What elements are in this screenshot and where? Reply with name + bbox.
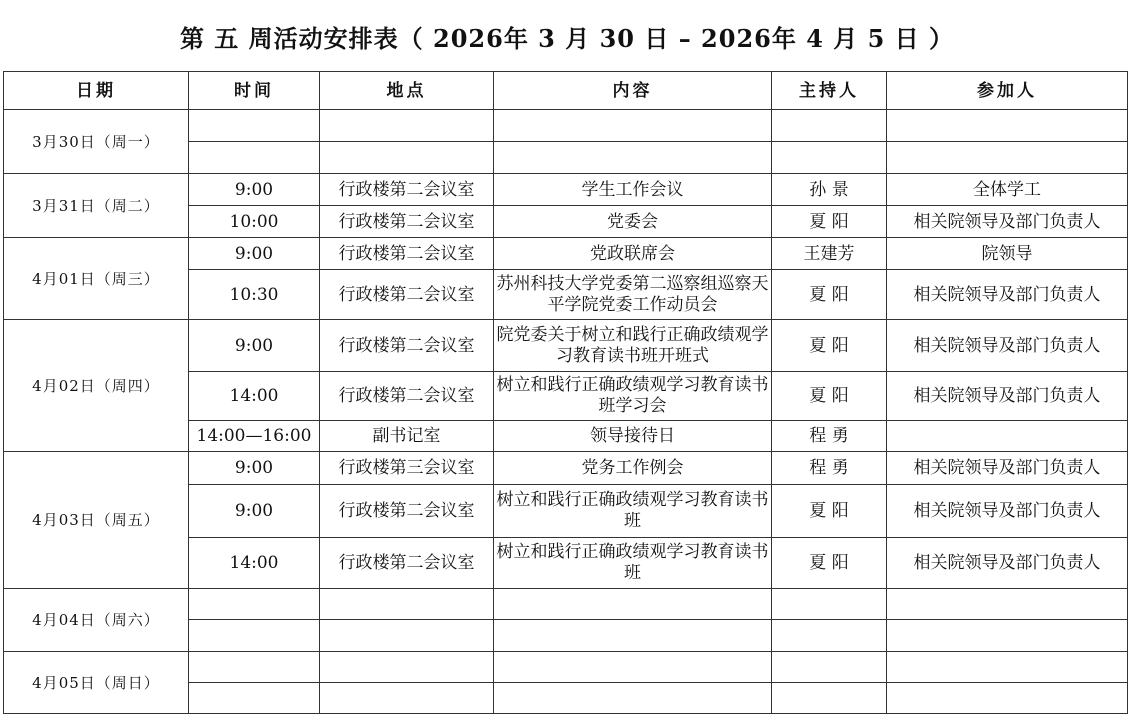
- time-cell: 9:00: [189, 485, 320, 538]
- header-place: 地点: [320, 72, 494, 110]
- date-cell: 4月01日（周三）: [4, 238, 189, 320]
- date-cell: 4月02日（周四）: [4, 320, 189, 452]
- attendees-cell: 相关院领导及部门负责人: [887, 372, 1128, 421]
- content-cell: 党政联席会: [494, 238, 772, 270]
- table-row: [4, 110, 1128, 142]
- content-cell: [494, 620, 772, 652]
- time-cell: [189, 683, 320, 714]
- place-cell: [320, 589, 494, 620]
- time-cell: 14:00: [189, 372, 320, 421]
- attendees-cell: 相关院领导及部门负责人: [887, 485, 1128, 538]
- time-cell: 9:00: [189, 238, 320, 270]
- table-row: [4, 652, 1128, 683]
- content-cell: [494, 683, 772, 714]
- place-cell: 行政楼第二会议室: [320, 485, 494, 538]
- attendees-cell: [887, 620, 1128, 652]
- page-title: 第 五 周活动安排表（ 2026年 3 月 30 日 – 2026年 4 月 5 日 ）: [179, 23, 955, 53]
- content-cell: 树立和践行正确政绩观学习教育读书班: [494, 485, 772, 538]
- header-date: 日期: [4, 72, 189, 110]
- table-row: [4, 320, 1128, 372]
- host-cell: 程 勇: [772, 452, 887, 485]
- time-cell: [189, 110, 320, 142]
- time-cell: 9:00: [189, 452, 320, 485]
- host-cell: [772, 683, 887, 714]
- content-cell: 树立和践行正确政绩观学习教育读书班学习会: [494, 372, 772, 421]
- table-row: [4, 589, 1128, 620]
- attendees-cell: [887, 652, 1128, 683]
- attendees-cell: [887, 589, 1128, 620]
- time-cell: 14:00—16:00: [189, 421, 320, 452]
- table-row: [4, 174, 1128, 206]
- attendees-cell: 相关院领导及部门负责人: [887, 538, 1128, 589]
- time-cell: 10:30: [189, 270, 320, 320]
- attendees-cell: 相关院领导及部门负责人: [887, 320, 1128, 372]
- place-cell: 行政楼第三会议室: [320, 452, 494, 485]
- place-cell: [320, 142, 494, 174]
- place-cell: [320, 683, 494, 714]
- place-cell: 行政楼第二会议室: [320, 270, 494, 320]
- header-time: 时间: [189, 72, 320, 110]
- table-row: [4, 452, 1128, 485]
- place-cell: 行政楼第二会议室: [320, 238, 494, 270]
- host-cell: 夏 阳: [772, 538, 887, 589]
- date-cell: 3月31日（周二）: [4, 174, 189, 238]
- date-cell: 4月05日（周日）: [4, 652, 189, 714]
- attendees-cell: 院领导: [887, 238, 1128, 270]
- place-cell: 副书记室: [320, 421, 494, 452]
- place-cell: 行政楼第二会议室: [320, 372, 494, 421]
- place-cell: [320, 620, 494, 652]
- time-cell: 9:00: [189, 320, 320, 372]
- place-cell: 行政楼第二会议室: [320, 320, 494, 372]
- place-cell: 行政楼第二会议室: [320, 538, 494, 589]
- content-cell: 树立和践行正确政绩观学习教育读书班: [494, 538, 772, 589]
- content-cell: [494, 110, 772, 142]
- header-content: 内容: [494, 72, 772, 110]
- content-cell: 院党委关于树立和践行正确政绩观学习教育读书班开班式: [494, 320, 772, 372]
- place-cell: 行政楼第二会议室: [320, 206, 494, 238]
- content-cell: 党务工作例会: [494, 452, 772, 485]
- date-cell: 4月03日（周五）: [4, 452, 189, 589]
- host-cell: 夏 阳: [772, 485, 887, 538]
- attendees-cell: 全体学工: [887, 174, 1128, 206]
- host-cell: 夏 阳: [772, 372, 887, 421]
- attendees-cell: 相关院领导及部门负责人: [887, 206, 1128, 238]
- host-cell: [772, 110, 887, 142]
- time-cell: [189, 589, 320, 620]
- host-cell: 程 勇: [772, 421, 887, 452]
- date-cell: 4月04日（周六）: [4, 589, 189, 652]
- content-cell: [494, 652, 772, 683]
- content-cell: 学生工作会议: [494, 174, 772, 206]
- host-cell: [772, 652, 887, 683]
- time-cell: 14:00: [189, 538, 320, 589]
- host-cell: [772, 620, 887, 652]
- attendees-cell: 相关院领导及部门负责人: [887, 452, 1128, 485]
- host-cell: 夏 阳: [772, 206, 887, 238]
- host-cell: [772, 142, 887, 174]
- time-cell: 10:00: [189, 206, 320, 238]
- attendees-cell: [887, 421, 1128, 452]
- date-cell: 3月30日（周一）: [4, 110, 189, 174]
- schedule-table: [3, 71, 1128, 714]
- place-cell: [320, 110, 494, 142]
- host-cell: [772, 589, 887, 620]
- host-cell: 王建芳: [772, 238, 887, 270]
- attendees-cell: [887, 683, 1128, 714]
- time-cell: [189, 142, 320, 174]
- host-cell: 夏 阳: [772, 270, 887, 320]
- header-row: [4, 72, 1128, 110]
- header-host: 主持人: [772, 72, 887, 110]
- header-attendees: 参加人: [887, 72, 1128, 110]
- time-cell: [189, 620, 320, 652]
- content-cell: [494, 142, 772, 174]
- attendees-cell: [887, 110, 1128, 142]
- content-cell: 党委会: [494, 206, 772, 238]
- content-cell: 苏州科技大学党委第二巡察组巡察天平学院党委工作动员会: [494, 270, 772, 320]
- time-cell: [189, 652, 320, 683]
- place-cell: [320, 652, 494, 683]
- attendees-cell: [887, 142, 1128, 174]
- host-cell: 孙 景: [772, 174, 887, 206]
- content-cell: [494, 589, 772, 620]
- host-cell: 夏 阳: [772, 320, 887, 372]
- table-row: [4, 238, 1128, 270]
- attendees-cell: 相关院领导及部门负责人: [887, 270, 1128, 320]
- place-cell: 行政楼第二会议室: [320, 174, 494, 206]
- content-cell: 领导接待日: [494, 421, 772, 452]
- time-cell: 9:00: [189, 174, 320, 206]
